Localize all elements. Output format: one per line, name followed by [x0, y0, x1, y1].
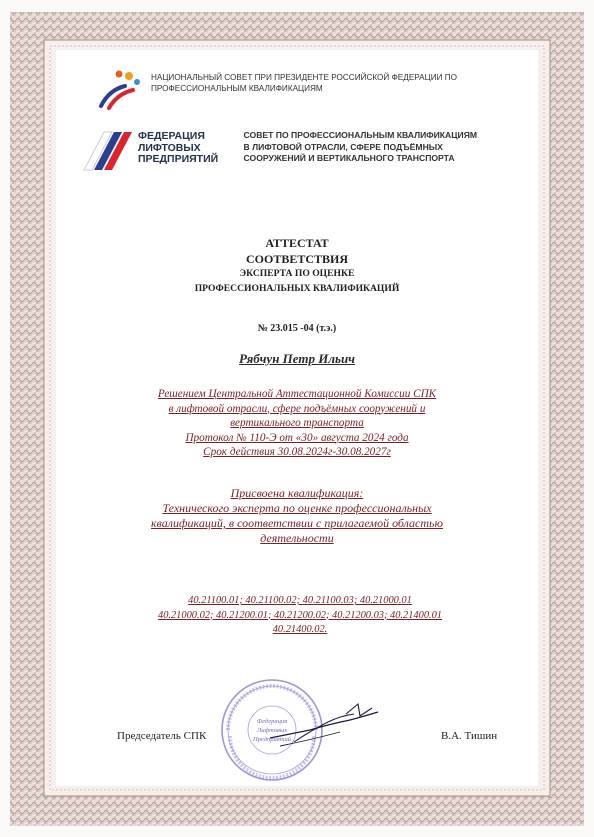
certificate-number: № 23.015 -04 (т.э.) — [257, 323, 337, 334]
holder-name: Рябчун Петр Ильич — [238, 351, 356, 366]
chairman-title: Председатель СПК — [117, 730, 207, 742]
council-name: СОВЕТ ПО ПРОФЕССИОНАЛЬНЫМ КВАЛИФИКАЦИЯМ В ЛИФТОВОЙ ОТРАСЛИ, СФЕРЕ ПОДЪЁМНЫХ СООРУЖЕНИЙ И ВЕРТИКАЛЬНОГО ТРАНСПОРТА — [243, 130, 478, 163]
national-council-text: НАЦИОНАЛЬНЫЙ СОВЕТ ПРИ ПРЕЗИДЕНТЕ РОССИЙСКОЙ ФЕДЕРАЦИИ ПО ПРОФЕССИОНАЛЬНЫМ КВАЛИФИКАЦИЯМ — [151, 73, 458, 93]
qualification-block: Присвоена квалификация: Технического эксперта по оценке профессиональных квалификаций, в соответствии с прилагаемой областью деятельности — [151, 486, 443, 545]
chairman-name: В.А. Тишин — [441, 730, 498, 742]
federation-name: ФЕДЕРАЦИЯ ЛИФТОВЫХ ПРЕДПРИЯТИЙ — [138, 130, 219, 165]
stamp-line-1: Федерация — [256, 718, 288, 725]
qualification-codes: 40.21100.01; 40.21100.02; 40.21100.03; 40.21000.01 40.21000.02; 40.21200.01; 40.21200.02; 40.21200.03; 40.21400.01 40.21400.02. — [158, 595, 442, 635]
document-subtitle-line2: ПРОФЕССИОНАЛЬНЫХ КВАЛИФИКАЦИЙ — [194, 283, 400, 294]
national-council-logo-icon — [95, 66, 145, 112]
decision-block: Решением Центральной Аттестационной Комиссии СПК в лифтовой отрасли, сфере подъёмных сооружений и вертикального транспорта Протокол № 110-Э от «30» августа 2024 года Срок действия 30.08.2024г-30.08.2027г — [157, 388, 437, 458]
document-subtitle: ЭКСПЕРТА ПО ОЦЕНКЕ — [239, 268, 355, 279]
document-title: АТТЕСТАТ — [265, 236, 329, 250]
stamp-line-3: Предприятий — [253, 736, 291, 743]
stamp-line-2: Лифтовых — [256, 727, 288, 734]
document-title-line2: СООТВЕТСТВИЯ — [245, 252, 349, 266]
handwritten-signature — [250, 690, 400, 760]
national-council-header — [95, 66, 535, 112]
federation-header — [82, 128, 542, 172]
federation-logo-icon — [82, 128, 134, 172]
